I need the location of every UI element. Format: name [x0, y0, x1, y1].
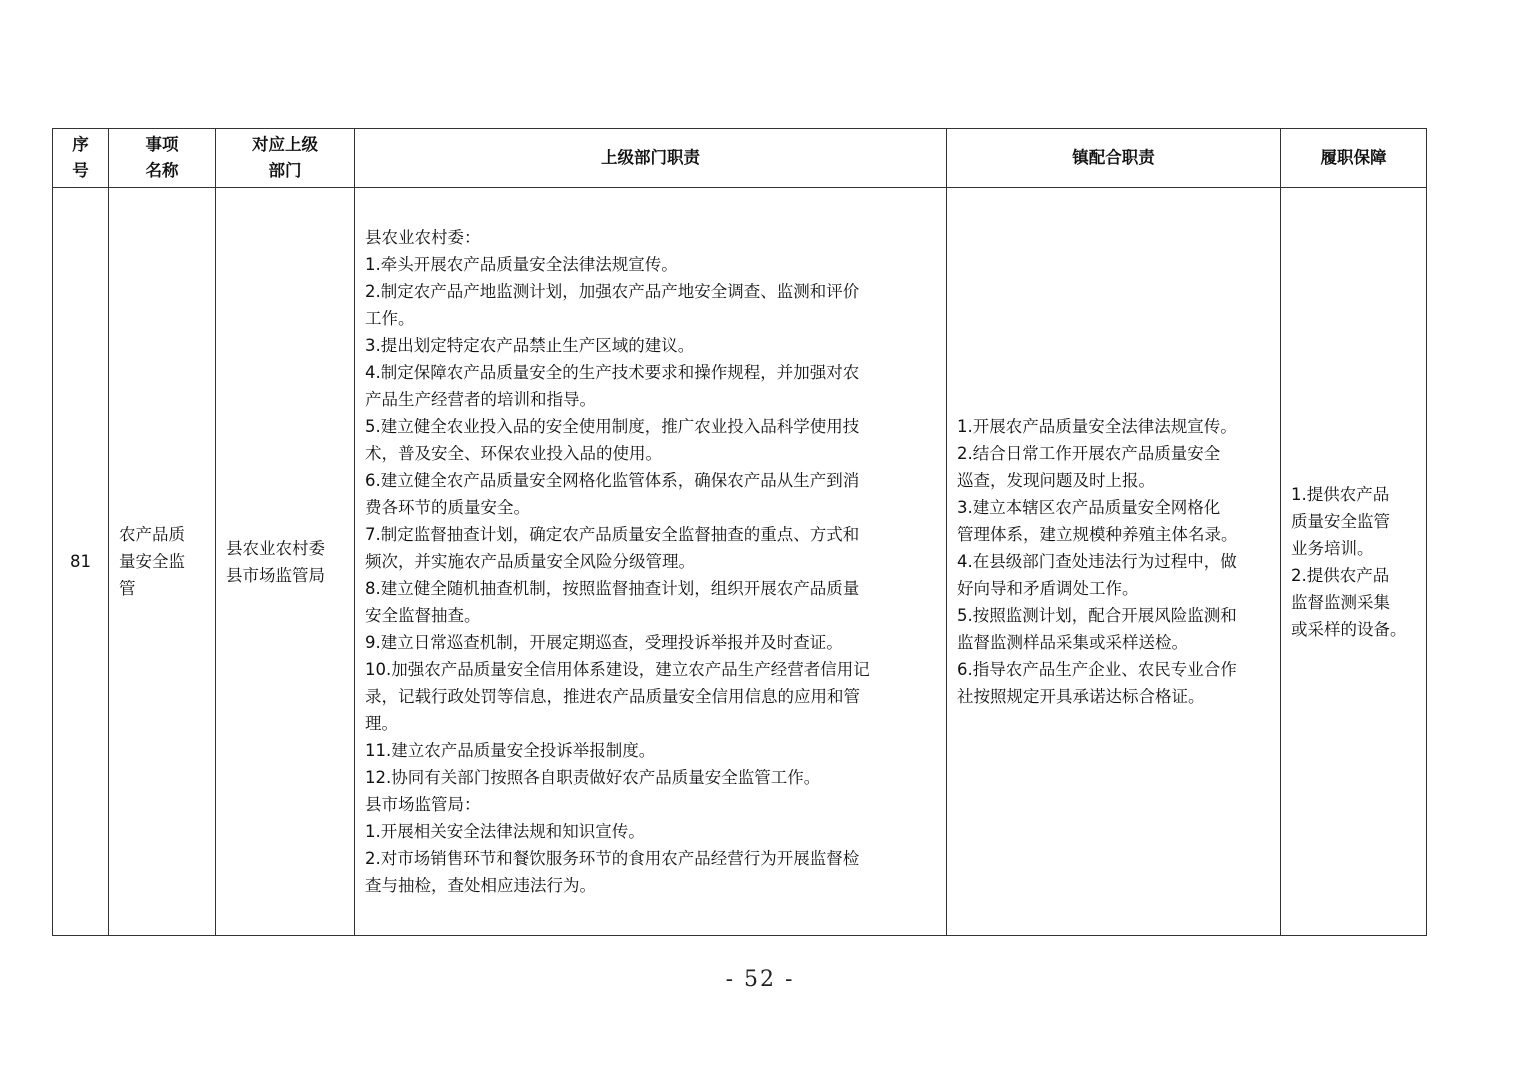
responsibility-table [52, 128, 1427, 936]
row-guarantee: 1.提供农产品 质量安全监管 业务培训。 2.提供农产品 监督监测采集 或采样的设备。 [1281, 188, 1427, 936]
row-item-name: 农产品质 量安全监 管 [109, 188, 216, 936]
row-serial-number: 81 [53, 188, 109, 936]
header-town-duties: 镇配合职责 [947, 129, 1281, 188]
header-serial-number: 序 号 [53, 129, 109, 188]
page-number: - 52 - [725, 967, 795, 992]
header-guarantee: 履职保障 [1281, 129, 1427, 188]
row-superior-duties: 县农业农村委： 1.牵头开展农产品质量安全法律法规宣传。 2.制定农产品产地监测计划，加强农产品产地安全调查、监测和评价 工作。 3.提出划定特定农产品禁止生产区域的建议。 4.制定保障农产品质量安全的生产技术要求和操作规程，并加强对农 产品生产经营者的培训和指导。 5.建立健全农业投入品的安全使用制度，推广农业投入品科学使用技 术，普及安全、环保农业投入品的使用。 6.建立健全农产品质量安全网格化监管体系，确保农产品从生产到消 费各环节的质量安全。 7.制定监督抽查计划，确定农产品质量安全监督抽查的重点、方式和 频次，并实施农产品质量安全风险分级管理。 8.建立健全随机抽查机制，按照监督抽查计划，组织开展农产品质量 安全监督抽查。 9.建立日常巡查机制，开展定期巡查，受理投诉举报并及时查证。 10.加强农产品质量安全信用体系建设，建立农产品生产经营者信用记 录，记载行政处罚等信息，推进农产品质量安全信用信息的应用和管 理。 11.建立农产品质量安全投诉举报制度。 12.协同有关部门按照各自职责做好农产品质量安全监管工作。 县市场监管局： 1.开展相关安全法律法规和知识宣传。 2.对市场销售环节和餐饮服务环节的食用农产品经营行为开展监督检 查与抽检，查处相应违法行为。 [355, 188, 947, 936]
row-departments: 县农业农村委 县市场监管局 [216, 188, 355, 936]
row-town-duties: 1.开展农产品质量安全法律法规宣传。 2.结合日常工作开展农产品质量安全 巡查，发现问题及时上报。 3.建立本辖区农产品质量安全网格化 管理体系，建立规模种养殖主体名录。 4.在县级部门查处违法行为过程中，做 好向导和矛盾调处工作。 5.按照监测计划，配合开展风险监测和 监督监测样品采集或采样送检。 6.指导农产品生产企业、农民专业合作 社按照规定开具承诺达标合格证。 [947, 188, 1281, 936]
header-superior-duties: 上级部门职责 [355, 129, 947, 188]
table-row [53, 188, 1427, 936]
header-item-name: 事项 名称 [109, 129, 216, 188]
header-superior-department: 对应上级 部门 [216, 129, 355, 188]
table-header-row [53, 129, 1427, 188]
